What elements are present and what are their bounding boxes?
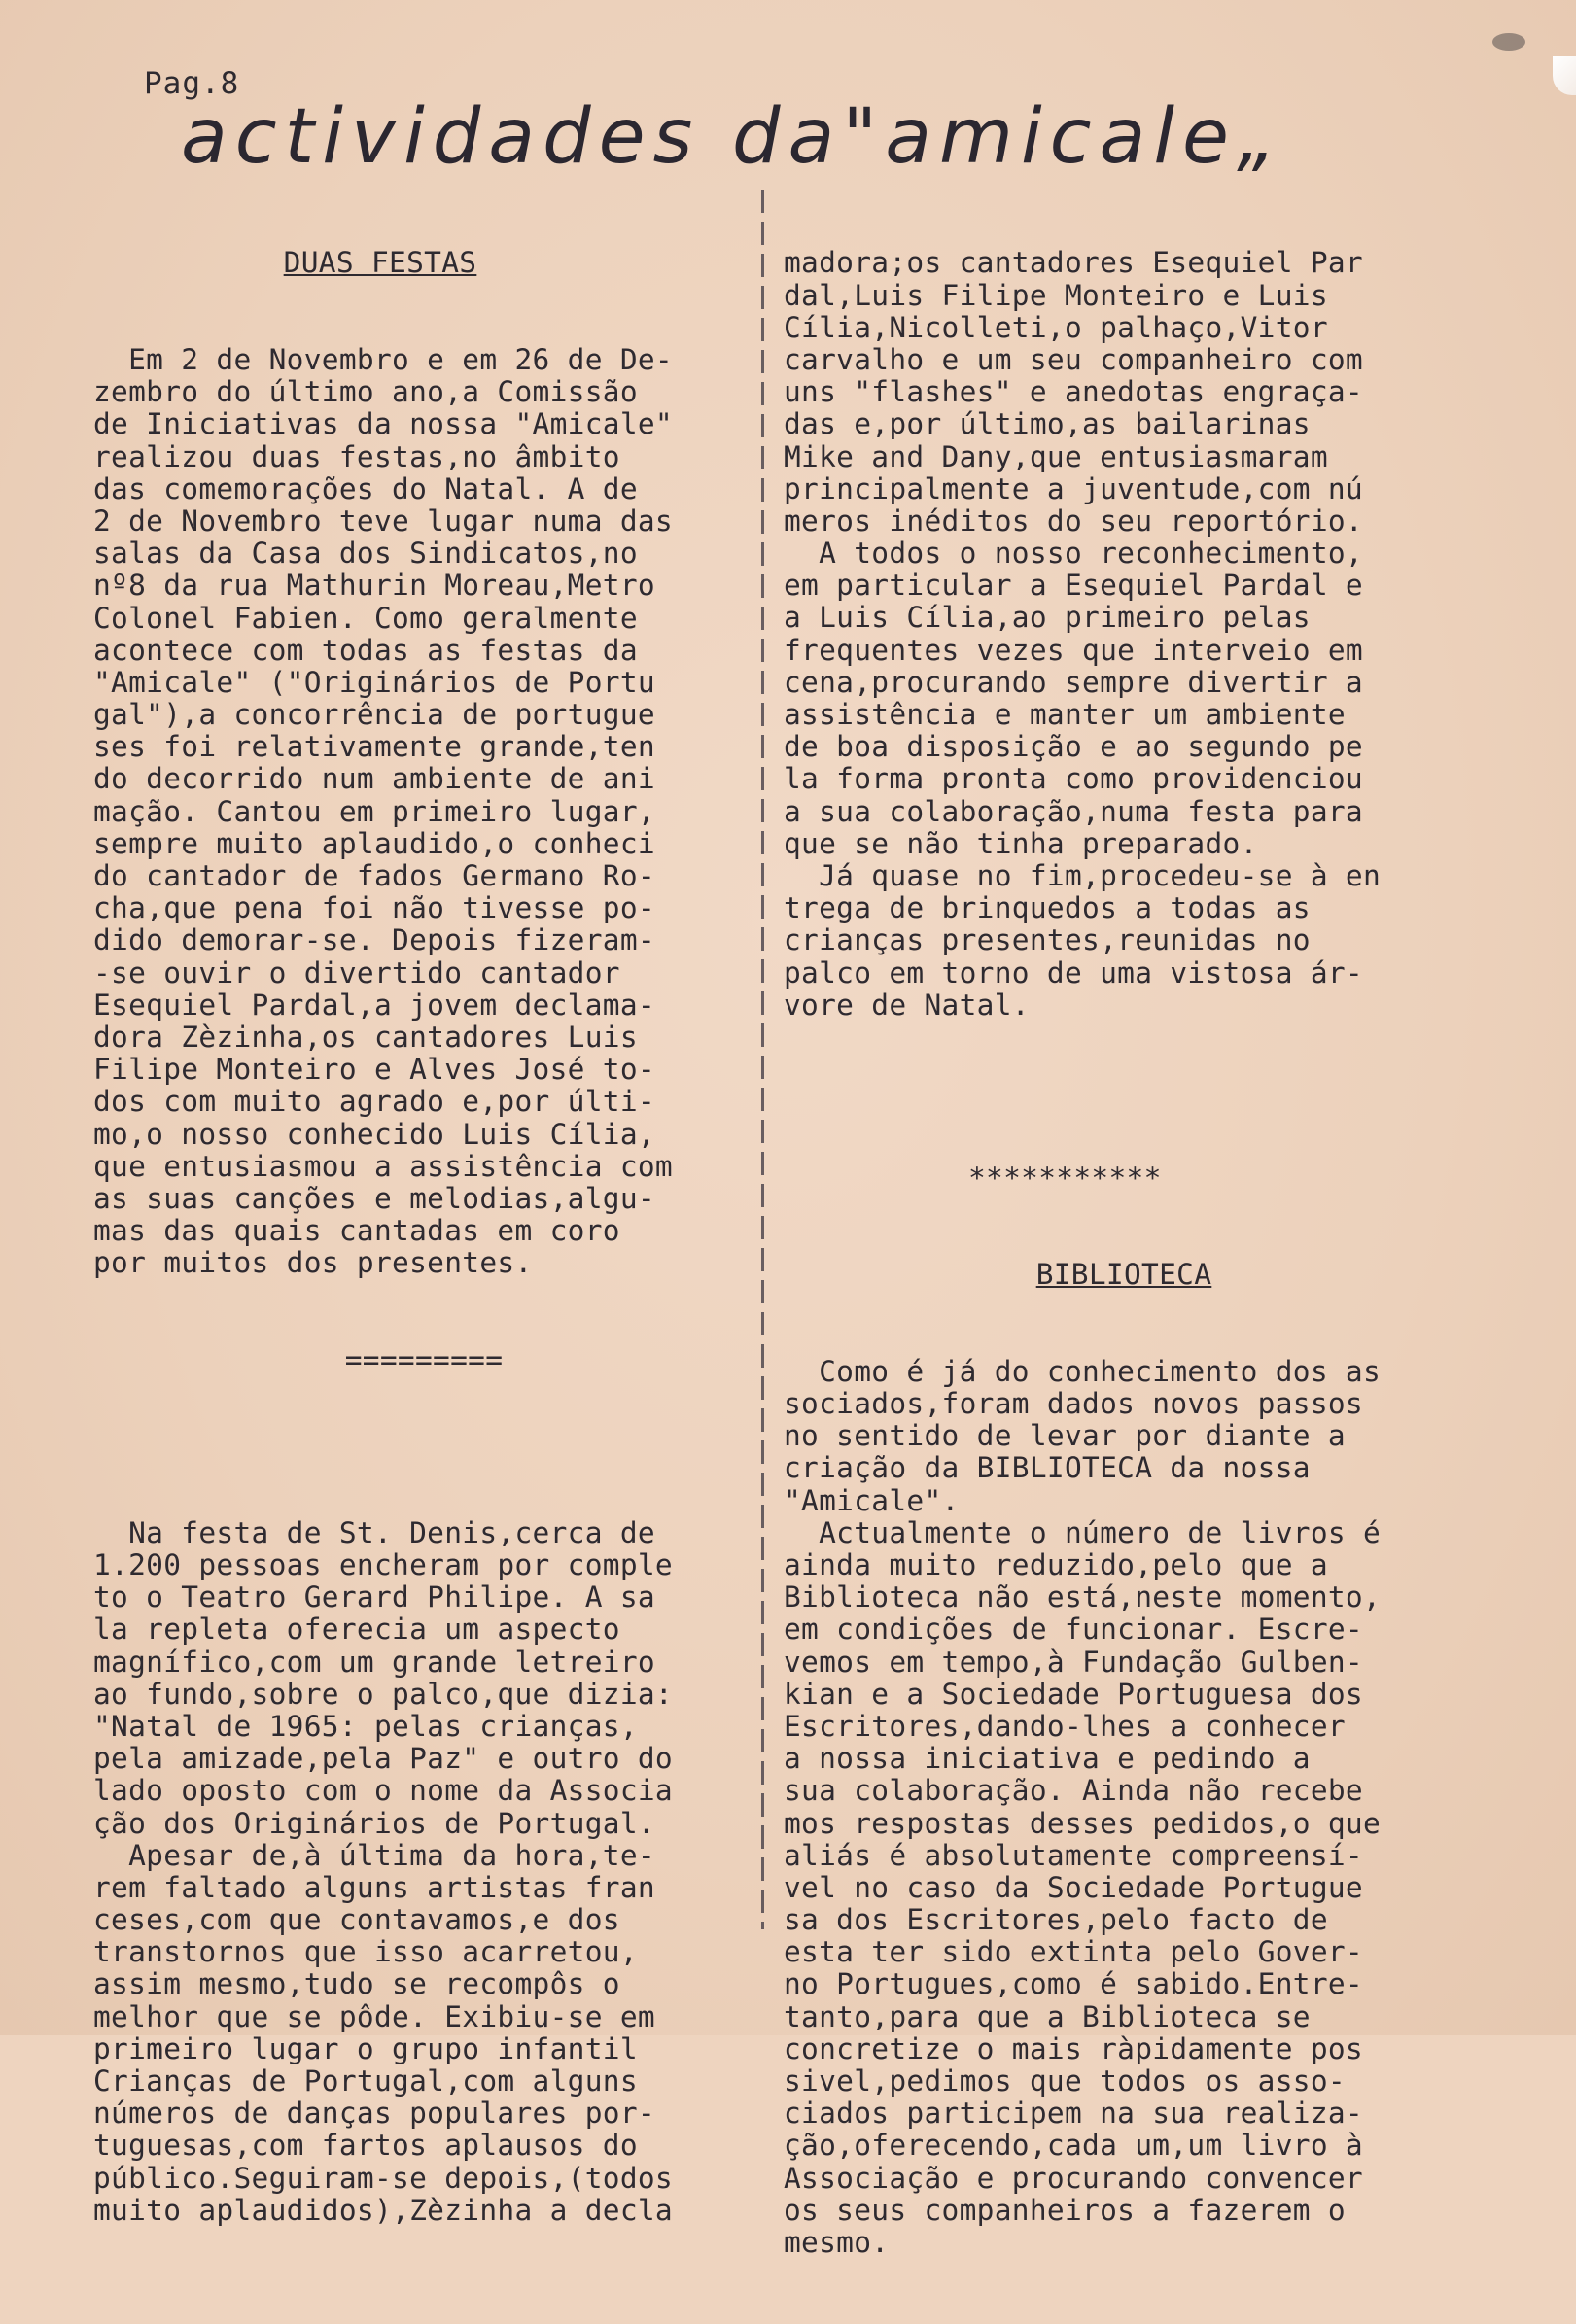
text-line: pela amizade,pela Paz" e outro do — [93, 1742, 673, 1776]
text-line: A todos o nosso reconhecimento, — [784, 537, 1363, 571]
text-line: carvalho e um seu companheiro com — [784, 342, 1363, 376]
text-line: concretize o mais ràpidamente pos — [784, 2031, 1363, 2065]
text-line: das comemorações do Natal. A de — [93, 471, 638, 505]
text-line: no Portugues,como é sabido.Entre- — [784, 1967, 1363, 2001]
text-line: do decorrido num ambiente de ani — [93, 762, 655, 796]
text-line: principalmente a juventude,com nú — [784, 471, 1363, 505]
text-line: madora;os cantadores Esequiel Par — [784, 246, 1363, 280]
text-line: Mike and Dany,que entusiasmaram — [784, 439, 1328, 473]
text-line: la repleta oferecia um aspecto — [93, 1613, 620, 1647]
text-line: em particular a Esequiel Pardal e — [784, 569, 1363, 603]
text-line: realizou duas festas,no âmbito — [93, 439, 620, 473]
text-line: Em 2 de Novembro e em 26 de De- — [93, 343, 673, 376]
text-line: assistência e manter um ambiente — [784, 698, 1346, 732]
text-line: Colonel Fabien. Como geralmente — [93, 601, 638, 635]
section-heading-duas-festas: DUAS FESTAS — [283, 246, 477, 280]
section-stars: *********** — [968, 1161, 1162, 1195]
text-line: as suas canções e melodias,algu- — [93, 1181, 655, 1215]
text-line: os seus companheiros a fazerem o — [784, 2193, 1346, 2227]
text-line: criação da BIBLIOTECA da nossa — [784, 1451, 1311, 1485]
text-line: dos com muito agrado e,por últi- — [93, 1085, 655, 1119]
text-line: Crianças de Portugal,com alguns — [93, 2064, 638, 2099]
section-separator: ========= — [344, 1342, 504, 1376]
duas-festas-paragraph-2 — [93, 1517, 754, 2227]
text-line: rem faltado alguns artistas fran — [93, 1870, 655, 1904]
text-line: tuguesas,com fartos aplausos do — [93, 2129, 638, 2163]
text-line: palco em torno de uma vistosa ár- — [784, 955, 1363, 989]
text-line: acontece com todas as festas da — [93, 633, 638, 667]
text-line: Filipe Monteiro e Alves José to- — [93, 1053, 655, 1087]
left-column — [93, 183, 754, 2291]
text-line: lado oposto com o nome da Associa — [93, 1774, 673, 1808]
text-line: dido demorar-se. Depois fizeram- — [93, 923, 655, 957]
text-line: gal"),a concorrência de portugue — [93, 698, 655, 732]
text-line: 2 de Novembro teve lugar numa das — [93, 503, 673, 538]
text-line: Actualmente o número de livros é — [784, 1515, 1382, 1549]
column-divider — [761, 190, 764, 1929]
text-line: vemos em tempo,à Fundação Gulben- — [784, 1645, 1363, 1679]
page-number: Pag.8 — [144, 66, 240, 101]
text-line: zembro do último ano,a Comissão — [93, 375, 638, 409]
text-line: Esequiel Pardal,a jovem declama- — [93, 988, 655, 1022]
text-line: sociados,foram dados novos passos — [784, 1387, 1363, 1421]
text-line: Apesar de,à última da hora,te- — [93, 1838, 655, 1872]
text-line: das e,por último,as bailarinas — [784, 407, 1311, 441]
text-line: frequentes vezes que interveio em — [784, 633, 1363, 667]
text-line: 1.200 pessoas encheram por comple — [93, 1548, 673, 1582]
text-line: ainda muito reduzido,pelo que a — [784, 1548, 1328, 1582]
duas-festas-continued — [784, 247, 1464, 1022]
text-line: ção dos Originários de Portugal. — [93, 1806, 655, 1840]
text-line: "Natal de 1965: pelas crianças, — [93, 1709, 638, 1743]
page-title: actividades da"amicale„ — [181, 93, 1284, 181]
text-line: Como é já do conhecimento dos as — [784, 1354, 1382, 1388]
text-line: muito aplaudidos),Zèzinha a decla — [93, 2193, 673, 2227]
text-line: por muitos dos presentes. — [93, 1246, 533, 1280]
biblioteca-paragraph — [784, 1356, 1464, 2259]
text-line: kian e a Sociedade Portuguesa dos — [784, 1677, 1363, 1711]
text-line: Na festa de St. Denis,cerca de — [93, 1515, 655, 1549]
text-line: trega de brinquedos a todas as — [784, 891, 1311, 925]
text-line: aliás é absolutamente compreensí- — [784, 1838, 1363, 1872]
text-line: mesmo. — [784, 2225, 890, 2259]
text-line: mas das quais cantadas em coro — [93, 1214, 620, 1248]
section-heading-biblioteca: BIBLIOTECA — [1035, 1258, 1212, 1292]
text-line: la forma pronta como providenciou — [784, 762, 1363, 796]
text-line: ses foi relativamente grande,ten — [93, 730, 655, 764]
text-line: público.Seguiram-se depois,(todos — [93, 2161, 673, 2195]
text-line: Escritores,dando-lhes a conhecer — [784, 1709, 1346, 1743]
text-line: nº8 da rua Mathurin Moreau,Metro — [93, 569, 655, 603]
text-line: cena,procurando sempre divertir a — [784, 665, 1363, 699]
text-line: "Amicale". — [784, 1483, 960, 1517]
text-line: primeiro lugar o grupo infantil — [93, 2031, 638, 2065]
text-line: mos respostas desses pedidos,o que — [784, 1806, 1382, 1840]
text-line: que se não tinha preparado. — [784, 826, 1258, 860]
torn-corner — [1553, 56, 1576, 95]
text-line: uns "flashes" e anedotas engraça- — [784, 375, 1363, 409]
text-line: crianças presentes,reunidas no — [784, 923, 1311, 957]
text-line: vel no caso da Sociedade Portugue — [784, 1870, 1363, 1904]
text-line: do cantador de fados Germano Ro- — [93, 859, 655, 892]
text-line: sivel,pedimos que todos os asso- — [784, 2064, 1346, 2099]
text-line: ção,oferecendo,cada um,um livro à — [784, 2129, 1363, 2163]
text-line: esta ter sido extinta pelo Gover- — [784, 1935, 1363, 1969]
text-line: assim mesmo,tudo se recompôs o — [93, 1967, 620, 2001]
text-line: dora Zèzinha,os cantadores Luis — [93, 1020, 638, 1054]
text-line: dal,Luis Filipe Monteiro e Luis — [784, 278, 1328, 312]
text-line: sua colaboração. Ainda não recebe — [784, 1774, 1363, 1808]
text-line: ceses,com que contavamos,e dos — [93, 1903, 620, 1937]
text-line: no sentido de levar por diante a — [784, 1419, 1346, 1453]
text-line: vore de Natal. — [784, 988, 1030, 1022]
text-line: ao fundo,sobre o palco,que dizia: — [93, 1677, 673, 1711]
text-line: melhor que se pôde. Exibiu-se em — [93, 1999, 655, 2033]
text-line: transtornos que isso acarretou, — [93, 1935, 638, 1969]
text-line: sa dos Escritores,pelo facto de — [784, 1903, 1328, 1937]
text-line: meros inéditos do seu reportório. — [784, 503, 1363, 538]
text-line: ciados participem na sua realiza- — [784, 2097, 1363, 2131]
text-line: Já quase no fim,procedeu-se à en — [784, 858, 1382, 892]
duas-festas-paragraph-1 — [93, 344, 754, 1279]
text-line: a sua colaboração,numa festa para — [784, 794, 1363, 828]
text-line: a nossa iniciativa e pedindo a — [784, 1742, 1311, 1776]
text-line: Cília,Nicolleti,o palhaço,Vitor — [784, 310, 1328, 344]
text-line: mação. Cantou em primeiro lugar, — [93, 794, 655, 828]
text-line: to o Teatro Gerard Philipe. A sa — [93, 1580, 655, 1614]
text-line: que entusiasmou a assistência com — [93, 1149, 673, 1183]
text-line: em condições de funcionar. Escre- — [784, 1613, 1363, 1647]
text-line: de boa disposição e ao segundo pe — [784, 730, 1363, 764]
text-line: mo,o nosso conhecido Luis Cília, — [93, 1117, 655, 1151]
text-line: salas da Casa dos Sindicatos,no — [93, 537, 638, 571]
text-line: a Luis Cília,ao primeiro pelas — [784, 601, 1311, 635]
text-line: Biblioteca não está,neste momento, — [784, 1580, 1382, 1614]
text-line: magnífico,com um grande letreiro — [93, 1645, 655, 1679]
text-line: -se ouvir o divertido cantador — [93, 955, 620, 989]
ink-stain — [1492, 33, 1525, 51]
text-line: tanto,para que a Biblioteca se — [784, 1999, 1311, 2033]
text-line: "Amicale" ("Originários de Portu — [93, 665, 655, 699]
right-column — [784, 183, 1464, 2324]
text-line: Associação e procurando convencer — [784, 2161, 1363, 2195]
text-line: sempre muito aplaudido,o conheci — [93, 826, 655, 860]
text-line: números de danças populares por- — [93, 2097, 655, 2131]
text-line: de Iniciativas da nossa "Amicale" — [93, 407, 673, 441]
text-line: cha,que pena foi não tivesse po- — [93, 891, 655, 925]
